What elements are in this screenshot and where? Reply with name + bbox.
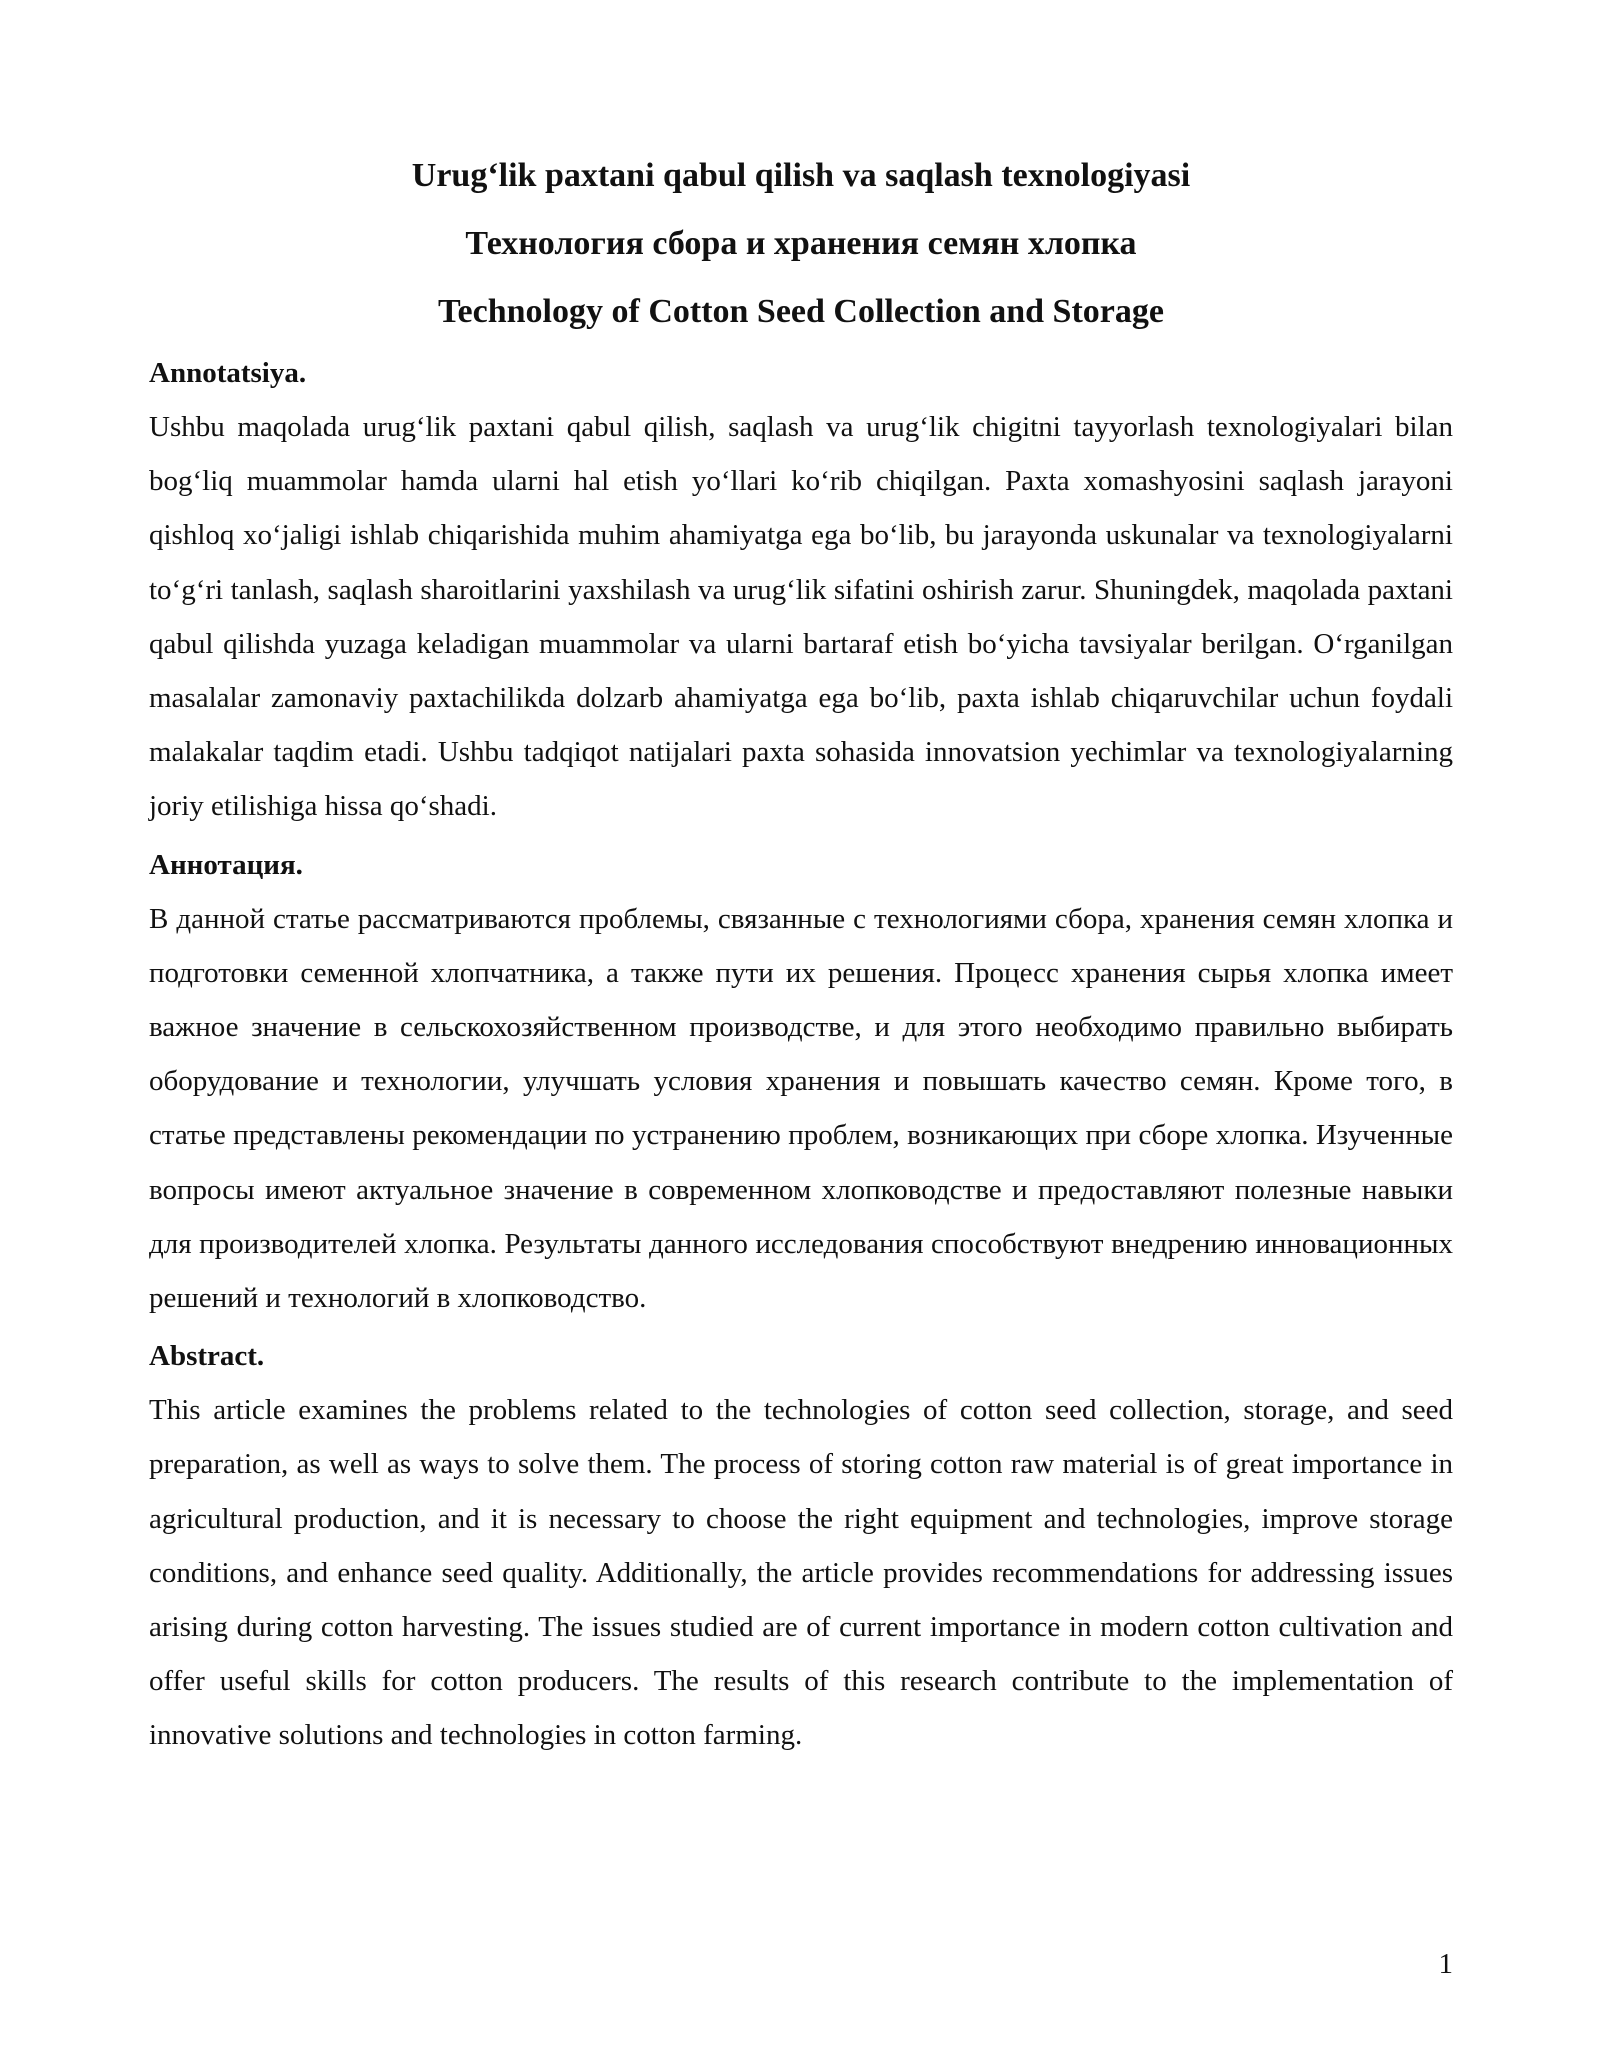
abstract-text: This article examines the problems related to the technologies of cotton seed collection, storage, and seed preparation, as well as ways to solve them. The process of storing cotton raw material is of great importance in agricultural production, and it is necessary to choose the right equipment and technologies, improve storage conditions, and enhance seed quality. Additionally, the article provides recommendations for addressing issues arising during cotton harvesting. The issues studied are of current importance in modern cotton cultivation and offer useful skills for cotton producers. The results of this research contribute to the implementation of innovative solutions and technologies in cotton farming. (149, 1394, 1453, 1752)
title-english: Technology of Cotton Seed Collection and Storage (438, 293, 1164, 330)
annotation-uzbek-heading: Annotatsiya. (149, 357, 307, 389)
annotation-russian-heading: Аннотация. (149, 848, 303, 881)
title-uzbek: Urug‘lik paxtani qabul qilish va saqlash texnologiyasi (411, 157, 1191, 194)
annotation-uzbek-text: Ushbu maqolada urug‘lik paxtani qabul qilish, saqlash va urug‘lik chigitni tayyorlash texnologiyalari bilan bog‘liq muammolar hamda ularni hal etish yo‘llari ko‘rib chiqilgan. Paxta xomashyosini saqlash jarayoni qishloq xo‘jaligi ishlab chiqarishida muhim ahamiyatga ega bo‘lib, bu jarayonda uskunalar va texnologiyalarni to‘g‘ri tanlash, saqlash sharoitlarini yaxshilash va urug‘lik sifatini oshirish zarur. Shuningdek, maqolada paxtani qabul qilishda yuzaga keladigan muammolar va ularni bartaraf etish bo‘yicha tavsiyalar berilgan. O‘rganilgan masalalar zamonaviy paxtachilikda dolzarb ahamiyatga ega bo‘lib, paxta ishlab chiqaruvchilar uchun foydali malakalar taqdim etadi. Ushbu tadqiqot natijalari paxta sohasida innovatsion yechimlar va texnologiyalarning joriy etilishiga hissa qo‘shadi. (149, 411, 1453, 823)
page-number: 1 (1438, 1948, 1453, 1980)
annotation-russian-text: В данной статье рассматриваются проблемы, связанные с технологиями сбора, хранения семян хлопка и подготовки семенной хлопчатника, а также пути их решения. Процесс хранения сырья хлопка имеет важное значение в сельскохозяйственном производстве, и для этого необходимо правильно выбирать оборудование и технологии, улучшать условия хранения и повышать качество семян. Кроме того, в статье представлены рекомендации по устранению проблем, возникающих при сборе хлопка. Изученные вопросы имеют актуальное значение в современном хлопководстве и предоставляют полезные навыки для производителей хлопка. Результаты данного исследования способствуют внедрению инновационных решений и технологий в хлопководство. (149, 902, 1453, 1315)
page-content (149, 142, 1453, 1763)
title-russian: Технология сбора и хранения семян хлопка (465, 225, 1137, 262)
abstract-heading: Abstract. (149, 1340, 265, 1373)
